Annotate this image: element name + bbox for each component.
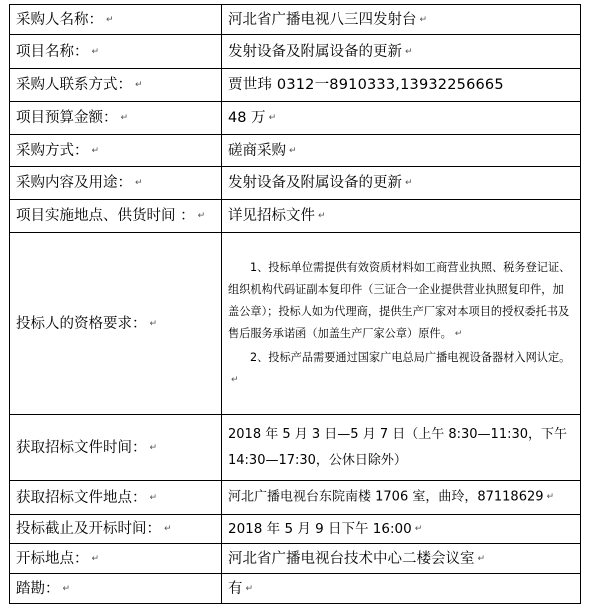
field-label: 投标人的资格要求： ↵ [10, 233, 222, 415]
return-mark-icon: ↵ [414, 524, 423, 534]
return-mark-icon: ↵ [318, 211, 326, 221]
return-mark-icon: ↵ [231, 374, 239, 385]
table-row [10, 233, 581, 415]
field-value: 发射设备及附属设备的更新 ↵ [222, 167, 581, 200]
return-mark-icon: ↵ [268, 113, 277, 123]
return-mark-icon: ↵ [120, 113, 129, 123]
field-value: 河北省广播电视台技术中心二楼会议室 ↵ [222, 544, 581, 574]
return-mark-icon: ↵ [477, 553, 486, 564]
time-line: 2018 年 5 月 3 日—5 月 7 日（上午 8:30—11:30，下午 [228, 426, 568, 442]
field-label: 采购人联系方式： ↵ [10, 69, 222, 102]
qualification-paragraph: 2、投标产品需要通过国家广电总局广播电视设备器材入网认定。↵ [231, 350, 571, 385]
table-row [10, 102, 581, 135]
return-mark-icon: ↵ [546, 492, 555, 503]
return-mark-icon: ↵ [149, 442, 158, 453]
return-mark-icon: ↵ [135, 80, 143, 90]
table-row [10, 69, 581, 102]
return-mark-icon: ↵ [62, 583, 71, 594]
return-mark-icon: ↵ [289, 145, 297, 156]
procurement-info-table [9, 4, 581, 604]
return-mark-icon: ↵ [149, 318, 158, 329]
table-row [10, 415, 581, 481]
table-row [10, 515, 581, 544]
table-row [10, 574, 581, 604]
field-value: 详见招标文件 ↵ [222, 200, 581, 233]
field-value: 2018 年 5 月 9 日下午 16:00 ↵ [222, 515, 581, 544]
return-mark-icon: ↵ [405, 46, 413, 57]
table-row [10, 200, 581, 233]
field-label: 采购人名称： ↵ [10, 5, 222, 35]
field-value: 有 ↵ [222, 574, 581, 604]
field-label: 项目预算金额： ↵ [10, 102, 222, 135]
field-label: 项目名称： ↵ [10, 35, 222, 69]
field-value: 贾世玮 0312一8910333,13932256665 [222, 69, 581, 102]
table-row [10, 135, 581, 167]
field-label: 获取招标文件地点： ↵ [10, 481, 222, 515]
return-mark-icon: ↵ [245, 583, 254, 594]
field-label: 采购内容及用途： ↵ [10, 167, 222, 200]
field-label: 投标截止及开标时间： ↵ [10, 515, 222, 544]
return-mark-icon: ↵ [164, 524, 172, 534]
field-label: 采购方式： ↵ [10, 135, 222, 167]
return-mark-icon: ↵ [149, 492, 158, 503]
table-row [10, 5, 581, 35]
table-row [10, 167, 581, 200]
table-row [10, 544, 581, 574]
field-label: 踏勘： ↵ [10, 574, 222, 604]
field-value: 48 万 ↵ [222, 102, 581, 135]
field-label: 获取招标文件时间： ↵ [10, 415, 222, 481]
time-line: 14:30—17:30，公休日除外） [228, 452, 407, 468]
field-value: 河北省广播电视八三四发射台 ↵ [222, 5, 581, 35]
return-mark-icon: ↵ [197, 211, 206, 221]
return-mark-icon: ↵ [106, 14, 114, 25]
table-row [10, 481, 581, 515]
field-value: 磋商采购 ↵ [222, 135, 581, 167]
field-label: 项目实施地点、供货时间 ： ↵ [10, 200, 222, 233]
table-row [10, 35, 581, 69]
return-mark-icon: ↵ [454, 328, 463, 339]
return-mark-icon: ↵ [405, 178, 413, 188]
qualification-paragraph: 1、投标单位需提供有效资质材料如工商营业执照、税务登记证、组织机构代码证副本复印件（三证合一企业提供营业执照复印件，加盖公章）；投标人如为代理商，提供生产厂家对本项目的授权委托书及售后服务承诺函（加盖生产厂家公章）原件。 ↵ [228, 260, 571, 340]
qualification-value [222, 233, 581, 415]
field-label: 开标地点： ↵ [10, 544, 222, 574]
return-mark-icon: ↵ [419, 14, 428, 25]
return-mark-icon: ↵ [135, 178, 143, 188]
field-value: 发射设备及附属设备的更新 ↵ [222, 35, 581, 69]
field-value: 河北广播电视台东院南楼 1706 室，曲玲，87118629 ↵ [222, 481, 581, 515]
field-value [222, 415, 581, 481]
return-mark-icon: ↵ [91, 46, 100, 57]
return-mark-icon: ↵ [91, 553, 100, 564]
return-mark-icon: ↵ [91, 145, 100, 156]
